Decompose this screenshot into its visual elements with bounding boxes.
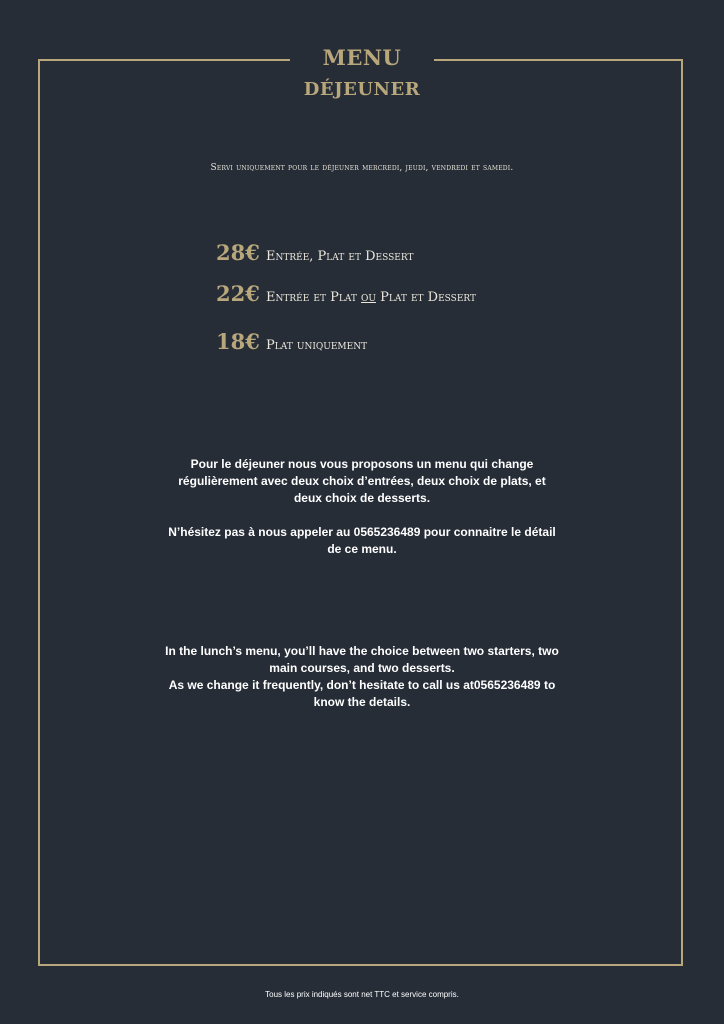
desc-part-2: Plat et Dessert	[375, 290, 477, 305]
french-line: deux choix de desserts.	[293, 491, 431, 505]
footer-note: Tous les prix indiqués sont net TTC et service compris.	[265, 990, 459, 999]
french-description	[120, 456, 604, 558]
menu-item-price: 22€	[216, 281, 260, 306]
menu-item-description: Entrée, Plat et Dessert	[266, 249, 414, 264]
desc-or-word: ou	[361, 290, 376, 305]
menu-title: MENU	[322, 45, 402, 70]
french-line: Pour le déjeuner nous vous proposons un menu qui change	[190, 457, 534, 471]
menu-item-description	[266, 290, 476, 305]
service-note: Servi uniquement pour le déjeuner mercredi, jeudi, vendredi et samedi.	[210, 163, 514, 173]
menu-item	[216, 281, 476, 306]
menu-item-price: 28€	[216, 240, 260, 265]
english-description	[120, 643, 604, 711]
english-line: As we change it frequently, don’t hesitate to call us at0565236489 to	[168, 678, 556, 692]
menu-subtitle-title: DÉJEUNER	[303, 79, 421, 100]
french-line: de ce menu.	[327, 542, 397, 556]
english-line: In the lunch’s menu, you’ll have the choice between two starters, two	[165, 644, 559, 658]
menu-item-price: 18€	[216, 329, 260, 354]
english-line: know the details.	[313, 695, 411, 709]
french-line: régulièrement avec deux choix d’entrées, deux choix de plats, et	[178, 474, 546, 488]
desc-part-1: Entrée et Plat	[266, 290, 361, 305]
menu-item	[216, 240, 413, 265]
menu-item-description: Plat uniquement	[266, 338, 368, 353]
menu-item	[216, 329, 367, 354]
french-line: N’hésitez pas à nous appeler au 0565236489 pour connaitre le détail	[168, 525, 556, 539]
english-line: main courses, and two desserts.	[269, 661, 455, 675]
